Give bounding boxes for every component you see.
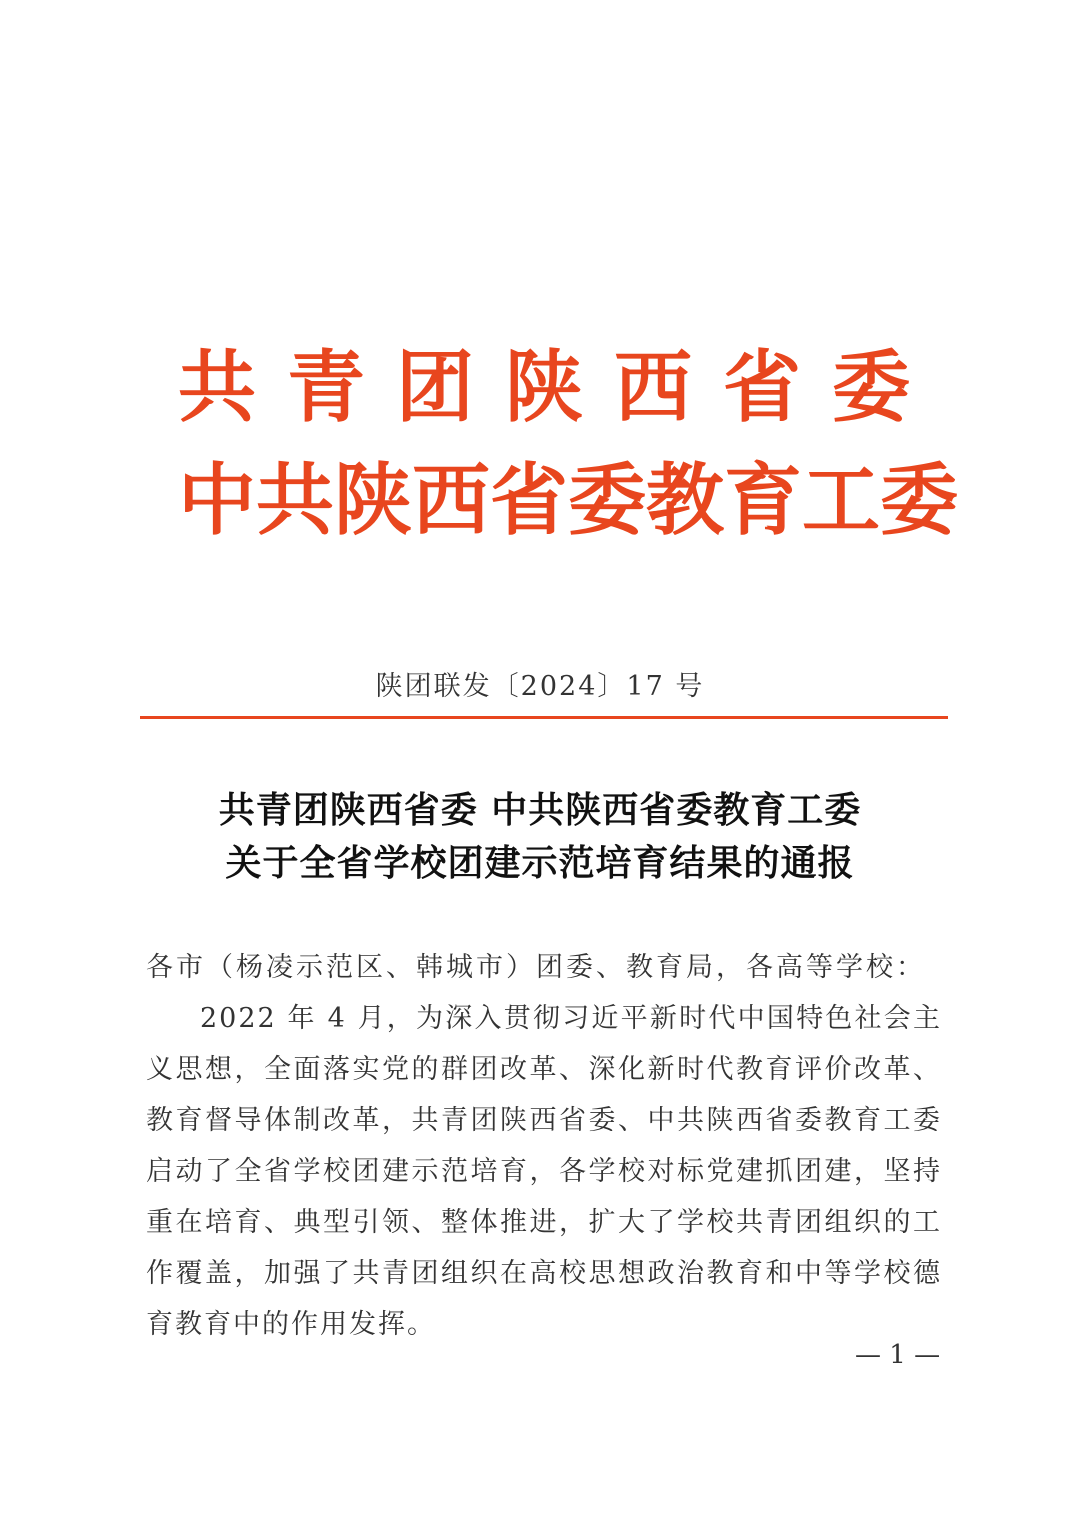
page-number: — 1 — (855, 1340, 941, 1370)
document-title-line-1: 共青团陕西省委 中共陕西省委教育工委 (218, 790, 862, 831)
addressee: 各市（杨凌示范区、韩城市）团委、教育局，各高等学校： (146, 952, 926, 983)
masthead-title-line-1: 共青团陕西省委 (178, 343, 910, 433)
document-number: 陕团联发〔2024〕17 号 (375, 671, 705, 702)
red-divider-rule (140, 716, 948, 719)
document-title-line-2: 关于全省学校团建示范培育结果的通报 (225, 843, 855, 884)
body-paragraph: 2022 年 4 月，为深入贯彻习近平新时代中国特色社会主义思想，全面落实党的群团改革、深化新时代教育评价改革、教育督导体制改革，共青团陕西省委、中共陕西省委教育工委启动了全省学校团建示范培育，各学校对标党建抓团建，坚持重在培育、典型引领、整体推进，扩大了学校共青团组织的工作覆盖，加强了共青团组织在高校思想政治教育和中等学校德育教育中的作用发挥。 (146, 1003, 942, 1340)
masthead-title-line-2: 中共陕西省委教育工委 (178, 456, 959, 546)
